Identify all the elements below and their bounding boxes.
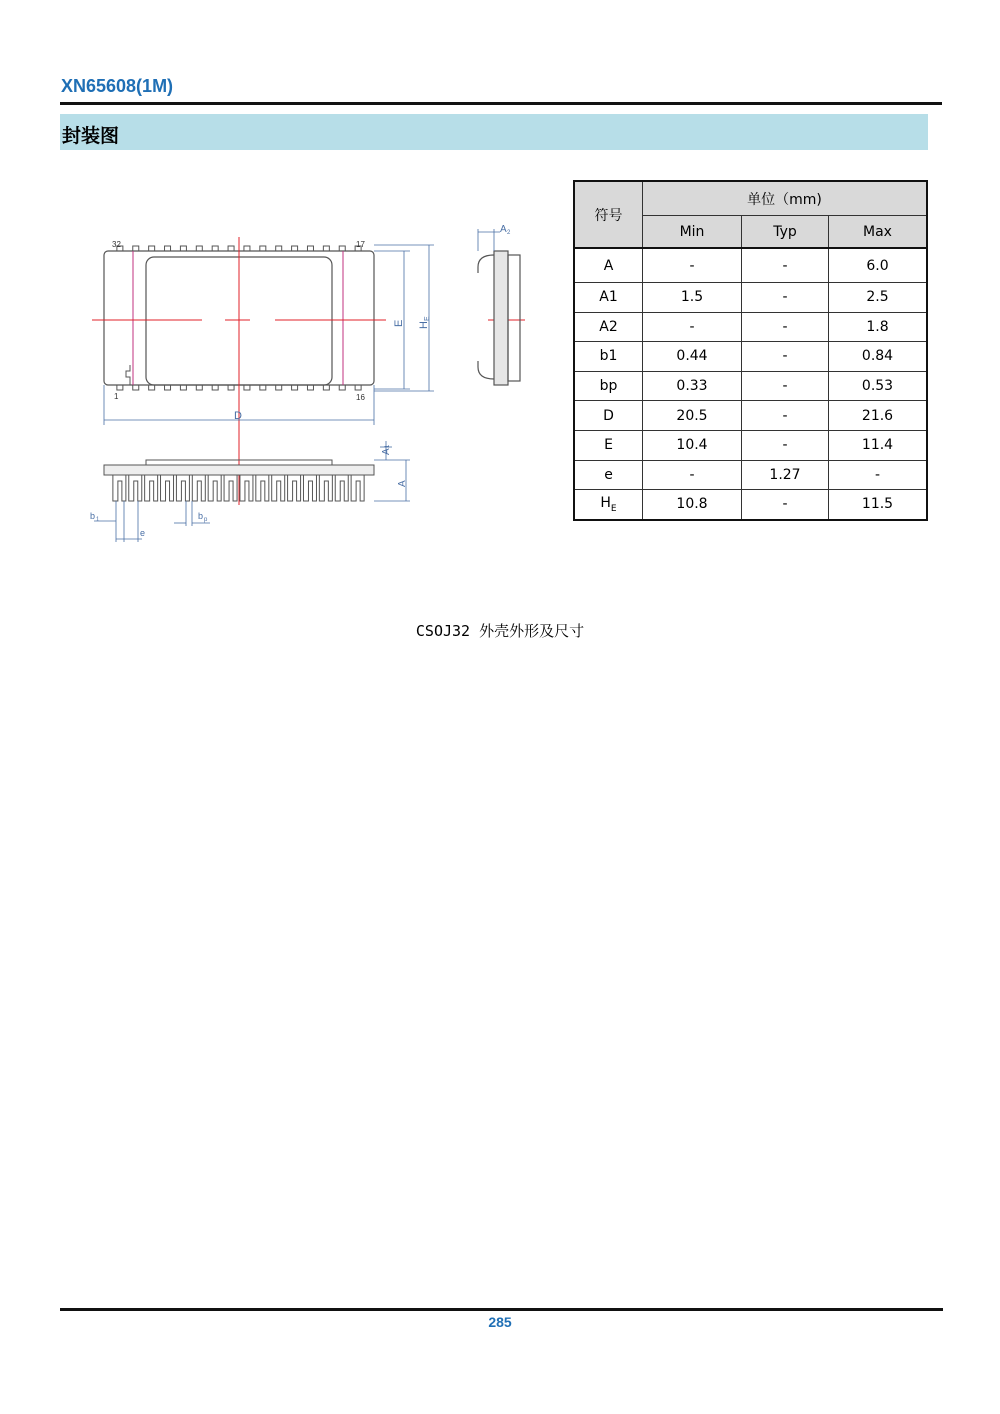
col-min-header: Min — [643, 216, 742, 249]
pin-label-32: 32 — [112, 240, 121, 249]
pin-stub — [307, 385, 313, 390]
symbol-cell: E — [574, 430, 643, 460]
min-cell: 1.5 — [643, 283, 742, 313]
table-row — [574, 401, 927, 431]
pin-stub — [212, 385, 218, 390]
lead-outline — [192, 475, 205, 501]
symbol-text: H — [600, 495, 611, 512]
symbol-header: 符号 — [574, 181, 643, 248]
typ-cell: - — [742, 283, 829, 313]
typ-cell: - — [742, 312, 829, 342]
dimension-D-label: D — [234, 410, 242, 422]
pin-stub — [323, 246, 329, 251]
dimension-bp-label: b — [198, 511, 204, 521]
table-row — [574, 342, 927, 372]
typ-cell: - — [742, 490, 829, 520]
pin-stub — [244, 246, 250, 251]
pin-stub — [339, 385, 345, 390]
lead-outline — [176, 475, 189, 501]
col-typ-header: Typ — [742, 216, 829, 249]
dimension-b1-label: b — [90, 511, 96, 521]
lead-outline — [145, 475, 158, 501]
section-title: 封装图 — [62, 125, 120, 147]
typ-cell: - — [742, 248, 829, 283]
page-number: 285 — [488, 1314, 512, 1330]
dimension-A2-label: A — [500, 224, 507, 235]
dimension-A2-subscript: 2 — [507, 230, 511, 236]
dimension-b1-subscript: 1 — [96, 517, 100, 523]
pin-stub — [212, 246, 218, 251]
header-rule — [60, 102, 942, 105]
max-cell: 1.8 — [829, 312, 928, 342]
lead-outline — [256, 475, 269, 501]
min-cell: - — [643, 248, 742, 283]
symbol-subscript: E — [610, 503, 617, 514]
symbol-cell: A1 — [574, 283, 643, 313]
dimension-A1-label: A — [381, 448, 392, 455]
lead-outline — [113, 475, 126, 501]
front-view-body — [104, 465, 374, 475]
dimension-A-label: A — [397, 480, 408, 487]
pin-stub — [323, 385, 329, 390]
pin-label-17: 17 — [356, 240, 365, 249]
pin-stub — [260, 385, 266, 390]
max-cell: 0.53 — [829, 371, 928, 401]
typ-cell: 1.27 — [742, 460, 829, 490]
lead-outline — [335, 475, 348, 501]
typ-cell: - — [742, 371, 829, 401]
pin-stub — [133, 385, 139, 390]
pin-stub — [307, 246, 313, 251]
lead-outline — [351, 475, 364, 501]
footer-rule — [60, 1308, 943, 1311]
min-cell: - — [643, 460, 742, 490]
pin-stub — [180, 385, 186, 390]
lead-outline — [224, 475, 237, 501]
symbol-cell: b1 — [574, 342, 643, 372]
table-row — [574, 283, 927, 313]
pin-stub — [228, 246, 234, 251]
lead-outline — [272, 475, 285, 501]
dimension-table — [573, 180, 928, 521]
lead-outline — [208, 475, 221, 501]
dimension-E-label: E — [393, 319, 405, 327]
typ-cell: - — [742, 342, 829, 372]
table-row — [574, 430, 927, 460]
package-drawing — [80, 215, 540, 555]
typ-cell: - — [742, 430, 829, 460]
symbol-cell: A2 — [574, 312, 643, 342]
dimension-HE-subscript: E — [424, 316, 431, 321]
dimension-A1-subscript: 1 — [385, 444, 391, 448]
pin-stub — [149, 385, 155, 390]
lead-outline — [288, 475, 301, 501]
table-row — [574, 312, 927, 342]
table-row — [574, 490, 927, 520]
min-cell: 0.33 — [643, 371, 742, 401]
pin-stub — [149, 246, 155, 251]
pin-stub — [355, 385, 361, 390]
min-cell: 20.5 — [643, 401, 742, 431]
min-cell: 0.44 — [643, 342, 742, 372]
pin-stub — [228, 385, 234, 390]
min-cell: - — [643, 312, 742, 342]
max-cell: 6.0 — [829, 248, 928, 283]
lead-outline — [319, 475, 332, 501]
pin-stub — [339, 246, 345, 251]
dimension-HE-label: H — [418, 321, 430, 329]
symbol-cell: bp — [574, 371, 643, 401]
symbol-cell: A — [574, 248, 643, 283]
max-cell: - — [829, 460, 928, 490]
side-view — [478, 251, 520, 385]
min-cell: 10.4 — [643, 430, 742, 460]
pin1-notch — [126, 365, 130, 385]
pin-stub — [180, 246, 186, 251]
lead-outline — [303, 475, 316, 501]
pin-stub — [276, 246, 282, 251]
max-cell: 2.5 — [829, 283, 928, 313]
lead-outline — [129, 475, 142, 501]
lead-outline — [161, 475, 174, 501]
table-row — [574, 371, 927, 401]
lead-outline — [240, 475, 253, 501]
pin-stub — [165, 385, 171, 390]
dimension-b1-e-bp — [94, 501, 210, 542]
dimension-e-label: e — [140, 528, 146, 538]
table-row — [574, 460, 927, 490]
pin-label-16: 16 — [356, 393, 365, 402]
min-cell: 10.8 — [643, 490, 742, 520]
pin-stub — [196, 246, 202, 251]
section-header-bar — [60, 114, 928, 150]
pin-stub — [133, 246, 139, 251]
figure-caption: CSOJ32 外壳外形及尺寸 — [415, 622, 585, 640]
pin-stub — [244, 385, 250, 390]
pin-stub — [292, 385, 298, 390]
col-max-header: Max — [829, 216, 928, 249]
pin-stub — [276, 385, 282, 390]
table-row — [574, 248, 927, 283]
pin-stub — [292, 246, 298, 251]
unit-header: 单位（mm) — [643, 181, 928, 216]
symbol-cell: e — [574, 460, 643, 490]
max-cell: 11.4 — [829, 430, 928, 460]
dimension-A — [374, 441, 410, 501]
pin-stub — [165, 246, 171, 251]
max-cell: 11.5 — [829, 490, 928, 520]
dimension-bp-subscript: p — [204, 517, 208, 523]
pin-stub — [117, 385, 123, 390]
max-cell: 21.6 — [829, 401, 928, 431]
typ-cell: - — [742, 401, 829, 431]
document-title: XN65608(1M) — [61, 76, 174, 96]
pin-stub — [196, 385, 202, 390]
pin-label-1: 1 — [114, 392, 119, 401]
dimension-A2 — [478, 229, 500, 251]
symbol-cell: D — [574, 401, 643, 431]
max-cell: 0.84 — [829, 342, 928, 372]
symbol-cell — [574, 490, 643, 520]
pin-stub — [260, 246, 266, 251]
